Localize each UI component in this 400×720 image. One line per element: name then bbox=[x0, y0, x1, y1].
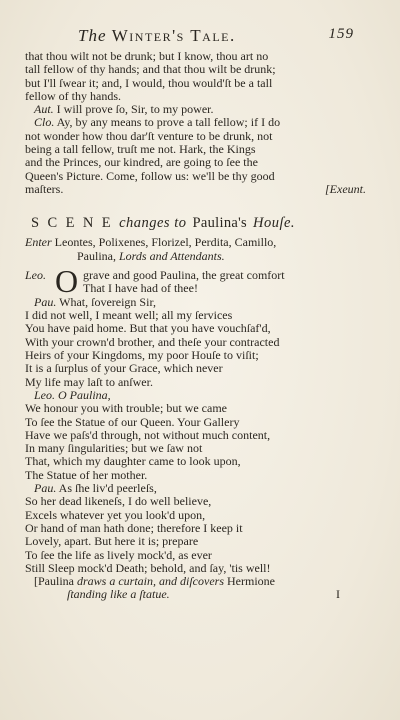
speech-text: As ſhe liv'd peerleſs, bbox=[56, 481, 157, 496]
speech-leo bbox=[25, 389, 370, 402]
stage-direction bbox=[25, 575, 370, 588]
verse-line: I did not well, I meant well; all my ſervices bbox=[25, 308, 233, 323]
verse-line: Excels whatever yet you look'd upon, bbox=[25, 507, 206, 522]
speaker-name: Leo. bbox=[34, 387, 55, 402]
stage-direction-name2: Hermione bbox=[227, 574, 275, 589]
body-text bbox=[25, 50, 370, 602]
scene-place: Paulina's bbox=[192, 215, 247, 232]
scene-word: S C E N E bbox=[31, 215, 114, 232]
running-head-title-prefix: The bbox=[78, 26, 107, 45]
speaker-name: Pau. bbox=[34, 481, 57, 496]
verse-line: grave and good Paulina, the great comfort bbox=[83, 267, 285, 282]
verse-line: My life may laſt to anſwer. bbox=[25, 374, 153, 389]
scene-house: Houſe. bbox=[253, 215, 296, 232]
verse-line: Still Sleep mock'd Death; behold, and ſay, 'tis well! bbox=[25, 560, 271, 575]
prose-line: being a tall fellow, truſt me not. Hark, the Kings bbox=[25, 142, 256, 157]
verse-line: To ſee the life as lively mock'd, as ever bbox=[25, 547, 212, 562]
stage-direction-text: draws a curtain, and diſcovers bbox=[74, 574, 227, 589]
drop-cap: O bbox=[55, 262, 79, 299]
stage-direction-name: [Paulina bbox=[34, 574, 74, 589]
prose-line: but I'll ſwear it; and, I would, thou would'ſt be a tall bbox=[25, 75, 273, 90]
verse-line: Heirs of your Kingdoms, my poor Houſe to viſit; bbox=[25, 348, 259, 363]
prose-line-exit bbox=[25, 183, 370, 196]
stage-direction-line-2 bbox=[25, 588, 370, 601]
prose-line: tall fellow of thy hands; and that thou wilt be drunk; bbox=[25, 62, 276, 77]
verse-line: The Statue of her mother. bbox=[25, 467, 148, 482]
speech-leo-opening bbox=[25, 262, 370, 299]
entry-name: Paulina, bbox=[77, 248, 116, 263]
verse-line: So her dead likeneſs, I do well believe, bbox=[25, 494, 212, 509]
speech-aut bbox=[25, 103, 370, 116]
entry-rest: Lords and Attendants. bbox=[116, 248, 225, 263]
catchword: I bbox=[336, 587, 340, 602]
running-head-title-main: Winter's Tale. bbox=[111, 26, 236, 45]
prose-line-text: maſters. bbox=[25, 181, 64, 196]
prose-line: Queen's Picture. Come, follow us: we'll be thy good bbox=[25, 168, 275, 183]
entry-names: Leontes, Polixenes, Florizel, Perdita, Camillo, bbox=[51, 235, 277, 250]
speech-text: Ay, by any means to prove a tall fellow; if I do bbox=[54, 115, 281, 130]
scene-heading bbox=[25, 210, 370, 236]
verse-line: Or hand of man hath done; therefore I keep it bbox=[25, 520, 243, 535]
prose-line: and the Princes, our kindred, are going to ſee the bbox=[25, 155, 258, 170]
scene-changes: changes to bbox=[119, 215, 187, 232]
speaker-name: Aut. bbox=[34, 102, 54, 117]
speech-clo bbox=[25, 116, 370, 129]
prose-line: that thou wilt not be drunk; but I know, thou art no bbox=[25, 49, 269, 63]
prose-line: fellow of thy hands. bbox=[25, 88, 121, 103]
verse-line: We honour you with trouble; but we came bbox=[25, 401, 227, 416]
page-number: 159 bbox=[328, 26, 354, 42]
entry-enter: Enter bbox=[25, 235, 52, 250]
verse-line: To ſee the Statue of our Queen. Your Gallery bbox=[25, 414, 240, 429]
speech-pau bbox=[25, 482, 370, 495]
prose-line: not wonder how thou dar'ſt venture to be drunk, not bbox=[25, 128, 273, 143]
speech-text: I will prove ſo, Sir, to my power. bbox=[53, 102, 214, 117]
speaker-name: Clo. bbox=[34, 115, 55, 130]
running-head bbox=[60, 26, 354, 50]
verse-line: That I have had of thee! bbox=[83, 281, 198, 296]
running-head-title bbox=[78, 26, 236, 46]
entry-line bbox=[25, 236, 370, 249]
exit-direction: [Exeunt. bbox=[325, 181, 366, 196]
stage-direction-text: ſtanding like a ſtatue. bbox=[67, 587, 170, 602]
speech-text: What, ſovereign Sir, bbox=[56, 294, 156, 309]
entry-line-2 bbox=[25, 250, 370, 263]
speaker-name: Leo. bbox=[25, 267, 46, 282]
verse-line: Have we paſs'd through, not without much content, bbox=[25, 427, 271, 442]
verse-line: Lovely, apart. But here it is; prepare bbox=[25, 534, 199, 549]
verse-line: With your crown'd brother, and theſe your contracted bbox=[25, 334, 280, 349]
verse-line: In many ſingularities; but we ſaw not bbox=[25, 441, 203, 456]
speaker-name: Pau. bbox=[34, 294, 57, 309]
speech-text: O Paulina, bbox=[55, 387, 111, 402]
verse-line: It is a ſurplus of your Grace, which never bbox=[25, 361, 223, 376]
verse-line: That, which my daughter came to look upon, bbox=[25, 454, 241, 469]
verse-line: You have paid home. But that you have vouchſaf'd, bbox=[25, 321, 271, 336]
